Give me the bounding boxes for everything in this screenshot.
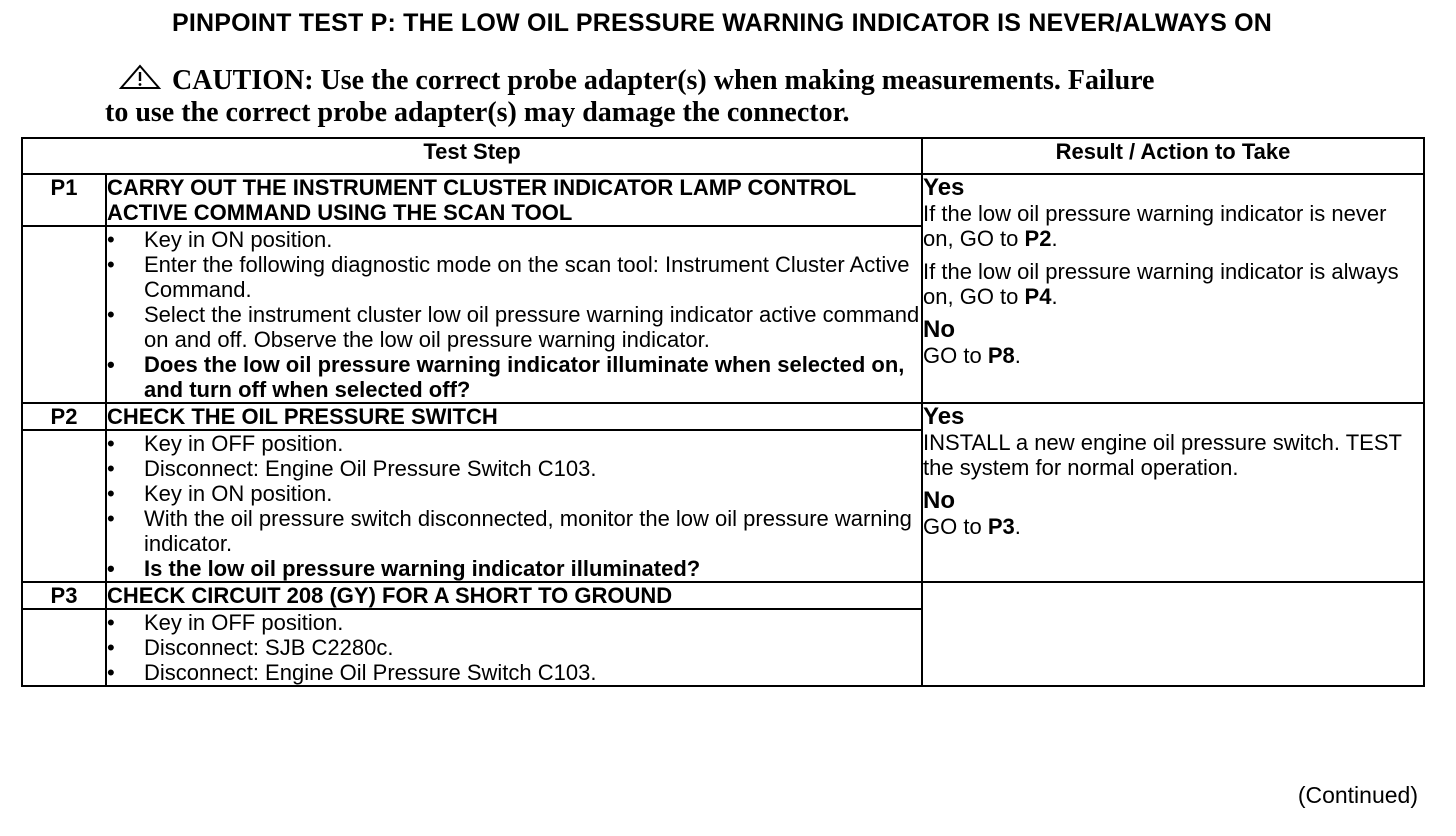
blank-cell [22,609,106,686]
result-text: GO to [923,343,988,368]
result-no-text [923,514,1423,539]
step-id-p2: P2 [22,403,106,430]
result-target-link[interactable]: P8 [987,343,1015,368]
table-header-row [22,138,1424,174]
result-header: Result / Action to Take [922,138,1424,174]
result-text-end: . [1014,343,1021,368]
result-yes-label: Yes [923,403,965,430]
list-item: • Enter the following diagnostic mode on the scan tool: Instrument Cluster Active Command. [107,252,921,302]
step-question: • Is the low oil pressure warning indicator illuminated? [107,556,921,581]
list-item: • Select the instrument cluster low oil pressure warning indicator active command on and off. Observe the low oil pressure warning indicator. [107,302,921,352]
result-text: GO to [923,514,988,539]
result-yes-text [923,430,1423,480]
warning-triangle-icon [118,64,162,90]
step-body-p1 [106,226,922,403]
step-heading-p1: CARRY OUT THE INSTRUMENT CLUSTER INDICATOR LAMP CONTROL ACTIVE COMMAND USING THE SCAN TOOL [106,174,922,226]
pinpoint-test-table [21,137,1425,687]
blank-cell [22,226,106,403]
list-item: • Key in OFF position. [107,610,921,635]
step-result-p2 [922,403,1424,582]
blank-cell [22,430,106,582]
step-result-p3 [922,582,1424,686]
step-p1-heading-row [22,174,1424,226]
continued-label: (Continued) [1297,782,1418,808]
test-step-header: Test Step [22,138,922,174]
result-text-end: . [1051,226,1058,251]
result-yes-text [923,201,1423,251]
step-question: • Does the low oil pressure warning indicator illuminate when selected on, and turn off when selected off? [107,352,921,402]
result-target-link[interactable]: P2 [1024,226,1052,251]
result-text-end: . [1051,284,1058,309]
step-body-p3 [106,609,922,686]
caution-notice [105,64,1405,129]
page-title: PINPOINT TEST P: THE LOW OIL PRESSURE WARNING INDICATOR IS NEVER/ALWAYS ON [171,9,1273,37]
result-no-label: No [923,487,956,514]
caution-text-1: CAUTION: Use the correct probe adapter(s) when making measurements. Failure [172,65,1155,96]
result-text: INSTALL a new engine oil pressure switch. TEST the system for normal operation. [923,430,1402,480]
result-text: If the low oil pressure warning indicator is always on, GO to [923,259,1399,309]
result-no-label: No [923,316,956,343]
step-result-p1 [922,174,1424,403]
list-item: • With the oil pressure switch disconnected, monitor the low oil pressure warning indicator. [107,506,921,556]
result-text: If the low oil pressure warning indicator is never on, GO to [923,201,1387,251]
step-heading-p2: CHECK THE OIL PRESSURE SWITCH [106,403,922,430]
result-text-end: . [1014,514,1021,539]
list-item: • Disconnect: SJB C2280c. [107,635,921,660]
list-item: • Disconnect: Engine Oil Pressure Switch C103. [107,660,921,685]
step-p2-heading-row [22,403,1424,430]
result-no-text [923,343,1423,368]
step-bullet-list [107,227,921,402]
step-body-p2 [106,430,922,582]
step-heading-p3: CHECK CIRCUIT 208 (GY) FOR A SHORT TO GROUND [106,582,922,609]
step-p3-heading-row [22,582,1424,609]
step-id-p3: P3 [22,582,106,609]
step-bullet-list [107,431,921,581]
caution-line-2: to use the correct probe adapter(s) may damage the connector. [105,97,850,128]
step-bullet-list [107,610,921,685]
list-item: • Disconnect: Engine Oil Pressure Switch C103. [107,456,921,481]
result-yes-text [923,259,1423,309]
result-target-link[interactable]: P3 [987,514,1015,539]
list-item: • Key in OFF position. [107,431,921,456]
caution-line-1 [105,64,1405,97]
step-id-p1: P1 [22,174,106,226]
result-yes-label: Yes [923,174,965,201]
result-target-link[interactable]: P4 [1024,284,1052,309]
list-item: • Key in ON position. [107,481,921,506]
list-item: • Key in ON position. [107,227,921,252]
